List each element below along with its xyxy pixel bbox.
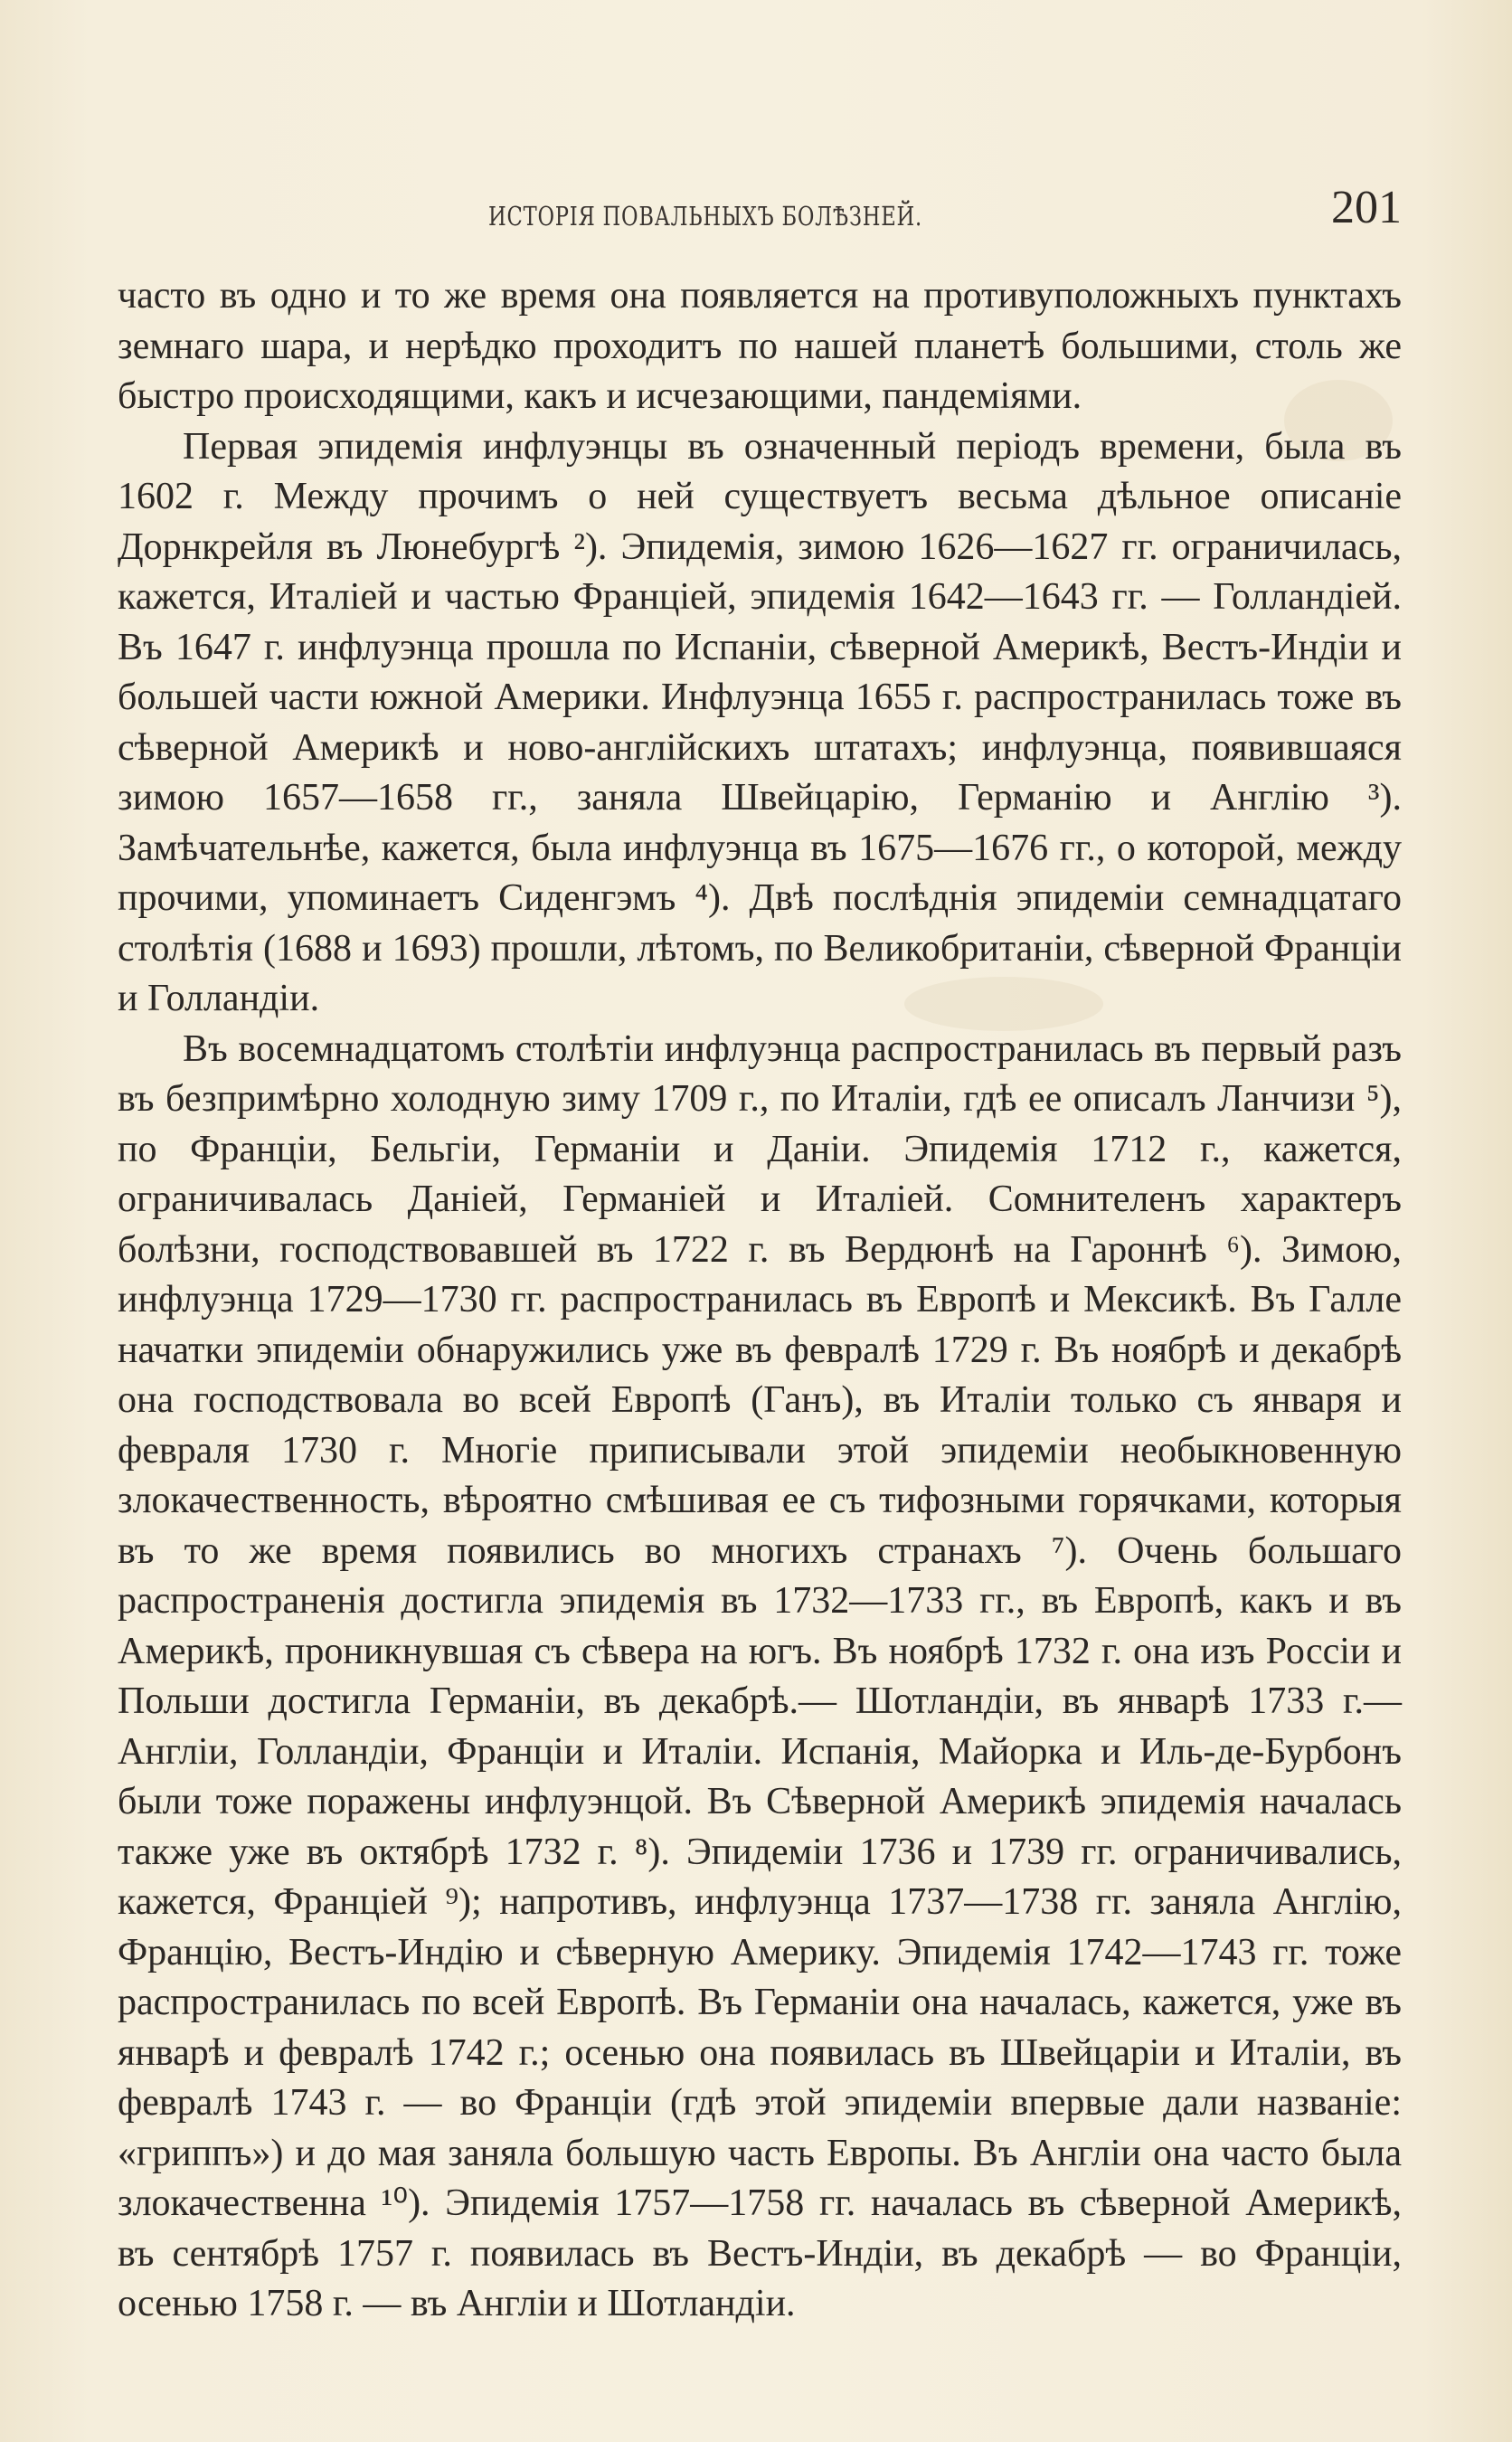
body-text <box>118 271 1402 2330</box>
page-header <box>118 181 1402 235</box>
paragraph-continuation: часто въ одно и то же время она появляется на противуположныхъ пунктахъ земнаго шара, и нерѣдко проходитъ по нашей планетѣ большими, столь же быстро происходящими, какъ и исчезающими, пандеміями. <box>118 275 1402 417</box>
paragraph-eighteenth-century: Въ восемнадцатомъ столѣтіи инфлуэнца распространилась въ первый разъ въ безпримѣрно холодную зиму 1709 г., по Италіи, гдѣ ее описалъ Ланчизи ⁵), по Франціи, Бельгіи, Германіи и Даніи. Эпидемія 1712 г., кажется, ограничивалась Даніей, Германіей и Италіей. Сомнителенъ характеръ болѣзни, господствовавшей въ 1722 г. въ Вердюнѣ на Гароннѣ ⁶). Зимою, инфлуэнца 1729—1730 гг. распространилась въ Европѣ и Мексикѣ. Въ Галле начатки эпидеміи обнаружились уже въ февралѣ 1729 г. Въ ноябрѣ и декабрѣ она господствовала во всей Европѣ (Ганъ), въ Италіи только съ января и февраля 1730 г. Многіе приписывали этой эпидеміи необыкновенную злокачественность, вѣроятно смѣшивая ее съ тифозными горячками, которыя въ то же время появились во многихъ странахъ ⁷). Очень большаго распространенія достигла эпидемія въ 1732—1733 гг., въ Европѣ, какъ и въ Америкѣ, проникнувшая съ сѣвера на югъ. Въ ноябрѣ 1732 г. она изъ Россіи и Польши достигла Германіи, въ декабрѣ.— Шотландіи, въ январѣ 1733 г.—Англіи, Голландіи, Франціи и Италіи. Испанія, Майорка и Иль-де-Бурбонъ были тоже поражены инфлуэнцой. Въ Сѣверной Америкѣ эпидемія началась также уже въ октябрѣ 1732 г. ⁸). Эпидеміи 1736 и 1739 гг. ограничивались, кажется, Франціей ⁹); напротивъ, инфлуэнца 1737—1738 гг. заняла Англію, Францію, Вестъ-Индію и сѣверную Америку. Эпидемія 1742—1743 гг. тоже распространилась по всей Европѣ. Въ Германіи она началась, кажется, уже въ январѣ и февралѣ 1742 г.; осенью она появилась въ Швейцаріи и Италіи, въ февралѣ 1743 г. — во Франціи (гдѣ этой эпидеміи впервые дали названіе: «гриппъ») и до мая заняла большую часть Европы. Въ Англіи она часто была злокачественна ¹⁰). Эпидемія 1757—1758 гг. началась въ сѣверной Америкѣ, въ сентябрѣ 1757 г. появилась въ Вестъ-Индіи, въ декабрѣ — во Франціи, осенью 1758 г. — въ Англіи и Шотландіи. <box>118 1027 1402 2324</box>
running-title: ИСТОРІЯ ПОВАЛЬНЫХЪ БОЛѢЗНЕЙ. <box>488 201 923 232</box>
page-number: 201 <box>1331 182 1402 233</box>
paragraph-seventeenth-century: Первая эпидемія инфлуэнцы въ означенный періодъ времени, была въ 1602 г. Между прочимъ о ней существуетъ весьма дѣльное описаніе Дорнкрейля въ Люнебургѣ ²). Эпидемія, зимою 1626—1627 гг. ограничилась, кажется, Италіей и частью Франціей, эпидемія 1642—1643 гг. — Голландіей. Въ 1647 г. инфлуэнца прошла по Испаніи, сѣверной Америкѣ, Вестъ-Индіи и большей части южной Америки. Инфлуэнца 1655 г. распространилась тоже въ сѣверной Америкѣ и ново-англійскихъ штатахъ; инфлуэнца, появившаяся зимою 1657—1658 гг., заняла Швейцарію, Германію и Англію ³). Замѣчательнѣе, кажется, была инфлуэнца въ 1675—1676 гг., о которой, между прочими, упоминаетъ Сиденгэмъ ⁴). Двѣ послѣднія эпидеміи семнадцатаго столѣтія (1688 и 1693) прошли, лѣтомъ, по Великобританіи, сѣверной Франціи и Голландіи. <box>118 425 1402 1019</box>
